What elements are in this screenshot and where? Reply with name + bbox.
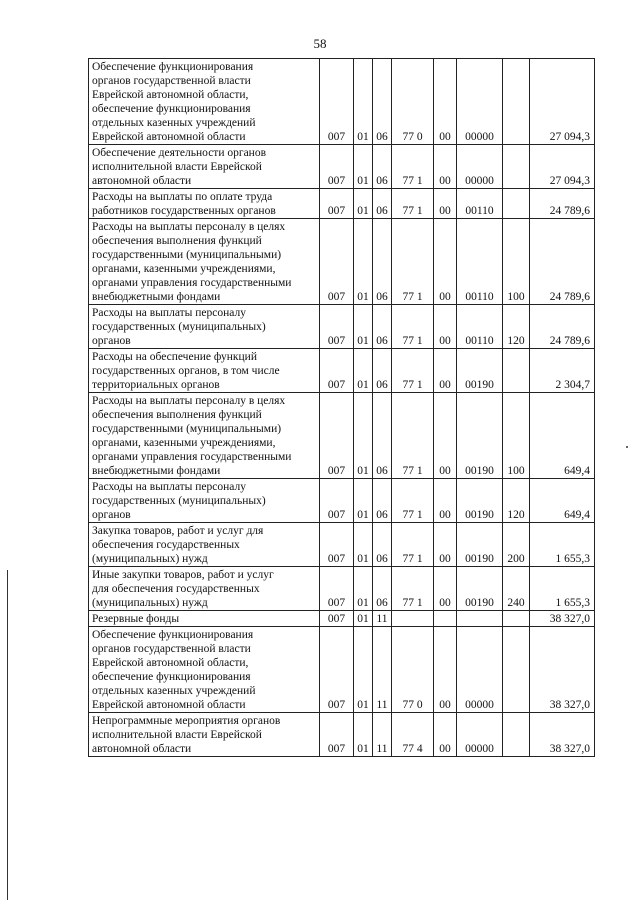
section-code-cell: 01 bbox=[354, 627, 373, 713]
row-name-cell: Иные закупки товаров, работ и услуг для обеспечения государственных (муниципальных) нужд bbox=[89, 567, 320, 611]
subsection-code-cell: 06 bbox=[373, 219, 392, 305]
amount-cell: 38 327,0 bbox=[530, 627, 595, 713]
section-code-cell: 01 bbox=[354, 393, 373, 479]
subsection-code-cell: 11 bbox=[373, 713, 392, 757]
table-row bbox=[89, 611, 595, 627]
expense-type-cell: 100 bbox=[503, 393, 530, 479]
row-name-cell: Резервные фонды bbox=[89, 611, 320, 627]
program-code-cell: 77 0 bbox=[392, 627, 434, 713]
ministry-code-cell: 007 bbox=[320, 145, 354, 189]
expense-type-cell bbox=[503, 59, 530, 145]
subsection-code-cell: 06 bbox=[373, 393, 392, 479]
amount-cell: 2 304,7 bbox=[530, 349, 595, 393]
row-name-cell: Расходы на выплаты персоналу государственных (муниципальных) органов bbox=[89, 479, 320, 523]
table-row bbox=[89, 219, 595, 305]
amount-cell: 1 655,3 bbox=[530, 523, 595, 567]
expense-code-cell: 00190 bbox=[457, 479, 503, 523]
expense-code-cell: 00000 bbox=[457, 59, 503, 145]
ministry-code-cell: 007 bbox=[320, 219, 354, 305]
expense-code-cell: 00190 bbox=[457, 523, 503, 567]
row-name-cell: Расходы на выплаты персоналу в целях обеспечения выполнения функций государственными (муниципальными) органами, казенными учреждениями, органами управления государственными внебюджетными фондами bbox=[89, 219, 320, 305]
ministry-code-cell: 007 bbox=[320, 349, 354, 393]
subsection-code-cell: 06 bbox=[373, 305, 392, 349]
subprogram-code-cell: 00 bbox=[434, 627, 457, 713]
row-name-cell: Расходы на выплаты персоналу государственных (муниципальных) органов bbox=[89, 305, 320, 349]
subsection-code-cell: 06 bbox=[373, 145, 392, 189]
section-code-cell: 01 bbox=[354, 523, 373, 567]
program-code-cell bbox=[392, 611, 434, 627]
row-name-cell: Обеспечение деятельности органов исполнительной власти Еврейской автономной области bbox=[89, 145, 320, 189]
expense-type-cell bbox=[503, 627, 530, 713]
subprogram-code-cell: 00 bbox=[434, 219, 457, 305]
row-name-cell: Обеспечение функционирования органов государственной власти Еврейской автономной области, обеспечение функционирования отдельных казенных учреждений Еврейской автономной области bbox=[89, 627, 320, 713]
amount-cell: 27 094,3 bbox=[530, 59, 595, 145]
expense-type-cell bbox=[503, 713, 530, 757]
program-code-cell: 77 1 bbox=[392, 145, 434, 189]
row-name-cell: Расходы на обеспечение функций государственных органов, в том числе территориальных органов bbox=[89, 349, 320, 393]
subprogram-code-cell: 00 bbox=[434, 145, 457, 189]
ministry-code-cell: 007 bbox=[320, 523, 354, 567]
ministry-code-cell: 007 bbox=[320, 567, 354, 611]
section-code-cell: 01 bbox=[354, 479, 373, 523]
section-code-cell: 01 bbox=[354, 611, 373, 627]
table-row bbox=[89, 305, 595, 349]
amount-cell: 24 789,6 bbox=[530, 305, 595, 349]
section-code-cell: 01 bbox=[354, 59, 373, 145]
amount-cell: 27 094,3 bbox=[530, 145, 595, 189]
expense-type-cell: 200 bbox=[503, 523, 530, 567]
program-code-cell: 77 1 bbox=[392, 189, 434, 219]
expense-type-cell bbox=[503, 349, 530, 393]
program-code-cell: 77 1 bbox=[392, 393, 434, 479]
amount-cell: 24 789,6 bbox=[530, 219, 595, 305]
ministry-code-cell: 007 bbox=[320, 59, 354, 145]
expense-code-cell bbox=[457, 611, 503, 627]
page-number: 58 bbox=[313, 36, 327, 51]
row-name-cell: Обеспечение функционирования органов государственной власти Еврейской автономной области, обеспечение функционирования отдельных казенных учреждений Еврейской автономной области bbox=[89, 59, 320, 145]
section-code-cell: 01 bbox=[354, 219, 373, 305]
row-name-cell: Расходы на выплаты по оплате труда работников государственных органов bbox=[89, 189, 320, 219]
table-row bbox=[89, 349, 595, 393]
amount-cell: 38 327,0 bbox=[530, 713, 595, 757]
expense-code-cell: 00190 bbox=[457, 567, 503, 611]
expense-type-cell bbox=[503, 145, 530, 189]
section-code-cell: 01 bbox=[354, 713, 373, 757]
expense-type-cell: 240 bbox=[503, 567, 530, 611]
subprogram-code-cell: 00 bbox=[434, 305, 457, 349]
subprogram-code-cell: 00 bbox=[434, 479, 457, 523]
ministry-code-cell: 007 bbox=[320, 189, 354, 219]
program-code-cell: 77 4 bbox=[392, 713, 434, 757]
scan-speck bbox=[626, 446, 628, 448]
program-code-cell: 77 1 bbox=[392, 349, 434, 393]
section-code-cell: 01 bbox=[354, 145, 373, 189]
subprogram-code-cell: 00 bbox=[434, 523, 457, 567]
row-name-cell: Непрограммные мероприятия органов исполнительной власти Еврейской автономной области bbox=[89, 713, 320, 757]
amount-cell: 38 327,0 bbox=[530, 611, 595, 627]
row-name-cell: Расходы на выплаты персоналу в целях обеспечения выполнения функций государственными (муниципальными) органами, казенными учреждениями, органами управления государственными внебюджетными фондами bbox=[89, 393, 320, 479]
table-row bbox=[89, 59, 595, 145]
table-row bbox=[89, 479, 595, 523]
subprogram-code-cell: 00 bbox=[434, 189, 457, 219]
ministry-code-cell: 007 bbox=[320, 479, 354, 523]
table-row bbox=[89, 145, 595, 189]
amount-cell: 649,4 bbox=[530, 479, 595, 523]
table-row bbox=[89, 567, 595, 611]
ministry-code-cell: 007 bbox=[320, 611, 354, 627]
amount-cell: 649,4 bbox=[530, 393, 595, 479]
table-row bbox=[89, 627, 595, 713]
section-code-cell: 01 bbox=[354, 567, 373, 611]
amount-cell: 1 655,3 bbox=[530, 567, 595, 611]
program-code-cell: 77 1 bbox=[392, 523, 434, 567]
subsection-code-cell: 06 bbox=[373, 479, 392, 523]
subprogram-code-cell: 00 bbox=[434, 713, 457, 757]
subprogram-code-cell: 00 bbox=[434, 393, 457, 479]
expense-code-cell: 00000 bbox=[457, 713, 503, 757]
table-row bbox=[89, 393, 595, 479]
section-code-cell: 01 bbox=[354, 349, 373, 393]
table-row bbox=[89, 523, 595, 567]
program-code-cell: 77 0 bbox=[392, 59, 434, 145]
subsection-code-cell: 06 bbox=[373, 59, 392, 145]
table-row bbox=[89, 189, 595, 219]
expense-type-cell bbox=[503, 611, 530, 627]
section-code-cell: 01 bbox=[354, 305, 373, 349]
budget-table bbox=[88, 58, 595, 757]
program-code-cell: 77 1 bbox=[392, 567, 434, 611]
table-row bbox=[89, 713, 595, 757]
subsection-code-cell: 11 bbox=[373, 611, 392, 627]
expense-code-cell: 00000 bbox=[457, 145, 503, 189]
program-code-cell: 77 1 bbox=[392, 479, 434, 523]
expense-code-cell: 00110 bbox=[457, 219, 503, 305]
expense-type-cell: 120 bbox=[503, 305, 530, 349]
expense-code-cell: 00190 bbox=[457, 393, 503, 479]
ministry-code-cell: 007 bbox=[320, 627, 354, 713]
amount-cell: 24 789,6 bbox=[530, 189, 595, 219]
subprogram-code-cell: 00 bbox=[434, 567, 457, 611]
ministry-code-cell: 007 bbox=[320, 305, 354, 349]
subprogram-code-cell: 00 bbox=[434, 59, 457, 145]
subsection-code-cell: 06 bbox=[373, 523, 392, 567]
subsection-code-cell: 06 bbox=[373, 349, 392, 393]
expense-code-cell: 00110 bbox=[457, 305, 503, 349]
expense-code-cell: 00000 bbox=[457, 627, 503, 713]
expense-type-cell: 100 bbox=[503, 219, 530, 305]
program-code-cell: 77 1 bbox=[392, 305, 434, 349]
program-code-cell: 77 1 bbox=[392, 219, 434, 305]
subsection-code-cell: 06 bbox=[373, 567, 392, 611]
subsection-code-cell: 11 bbox=[373, 627, 392, 713]
ministry-code-cell: 007 bbox=[320, 393, 354, 479]
expense-type-cell: 120 bbox=[503, 479, 530, 523]
subsection-code-cell: 06 bbox=[373, 189, 392, 219]
ministry-code-cell: 007 bbox=[320, 713, 354, 757]
scan-margin-line bbox=[7, 570, 8, 900]
subprogram-code-cell: 00 bbox=[434, 349, 457, 393]
expense-type-cell bbox=[503, 189, 530, 219]
row-name-cell: Закупка товаров, работ и услуг для обеспечения государственных (муниципальных) нужд bbox=[89, 523, 320, 567]
expense-code-cell: 00190 bbox=[457, 349, 503, 393]
section-code-cell: 01 bbox=[354, 189, 373, 219]
subprogram-code-cell bbox=[434, 611, 457, 627]
expense-code-cell: 00110 bbox=[457, 189, 503, 219]
